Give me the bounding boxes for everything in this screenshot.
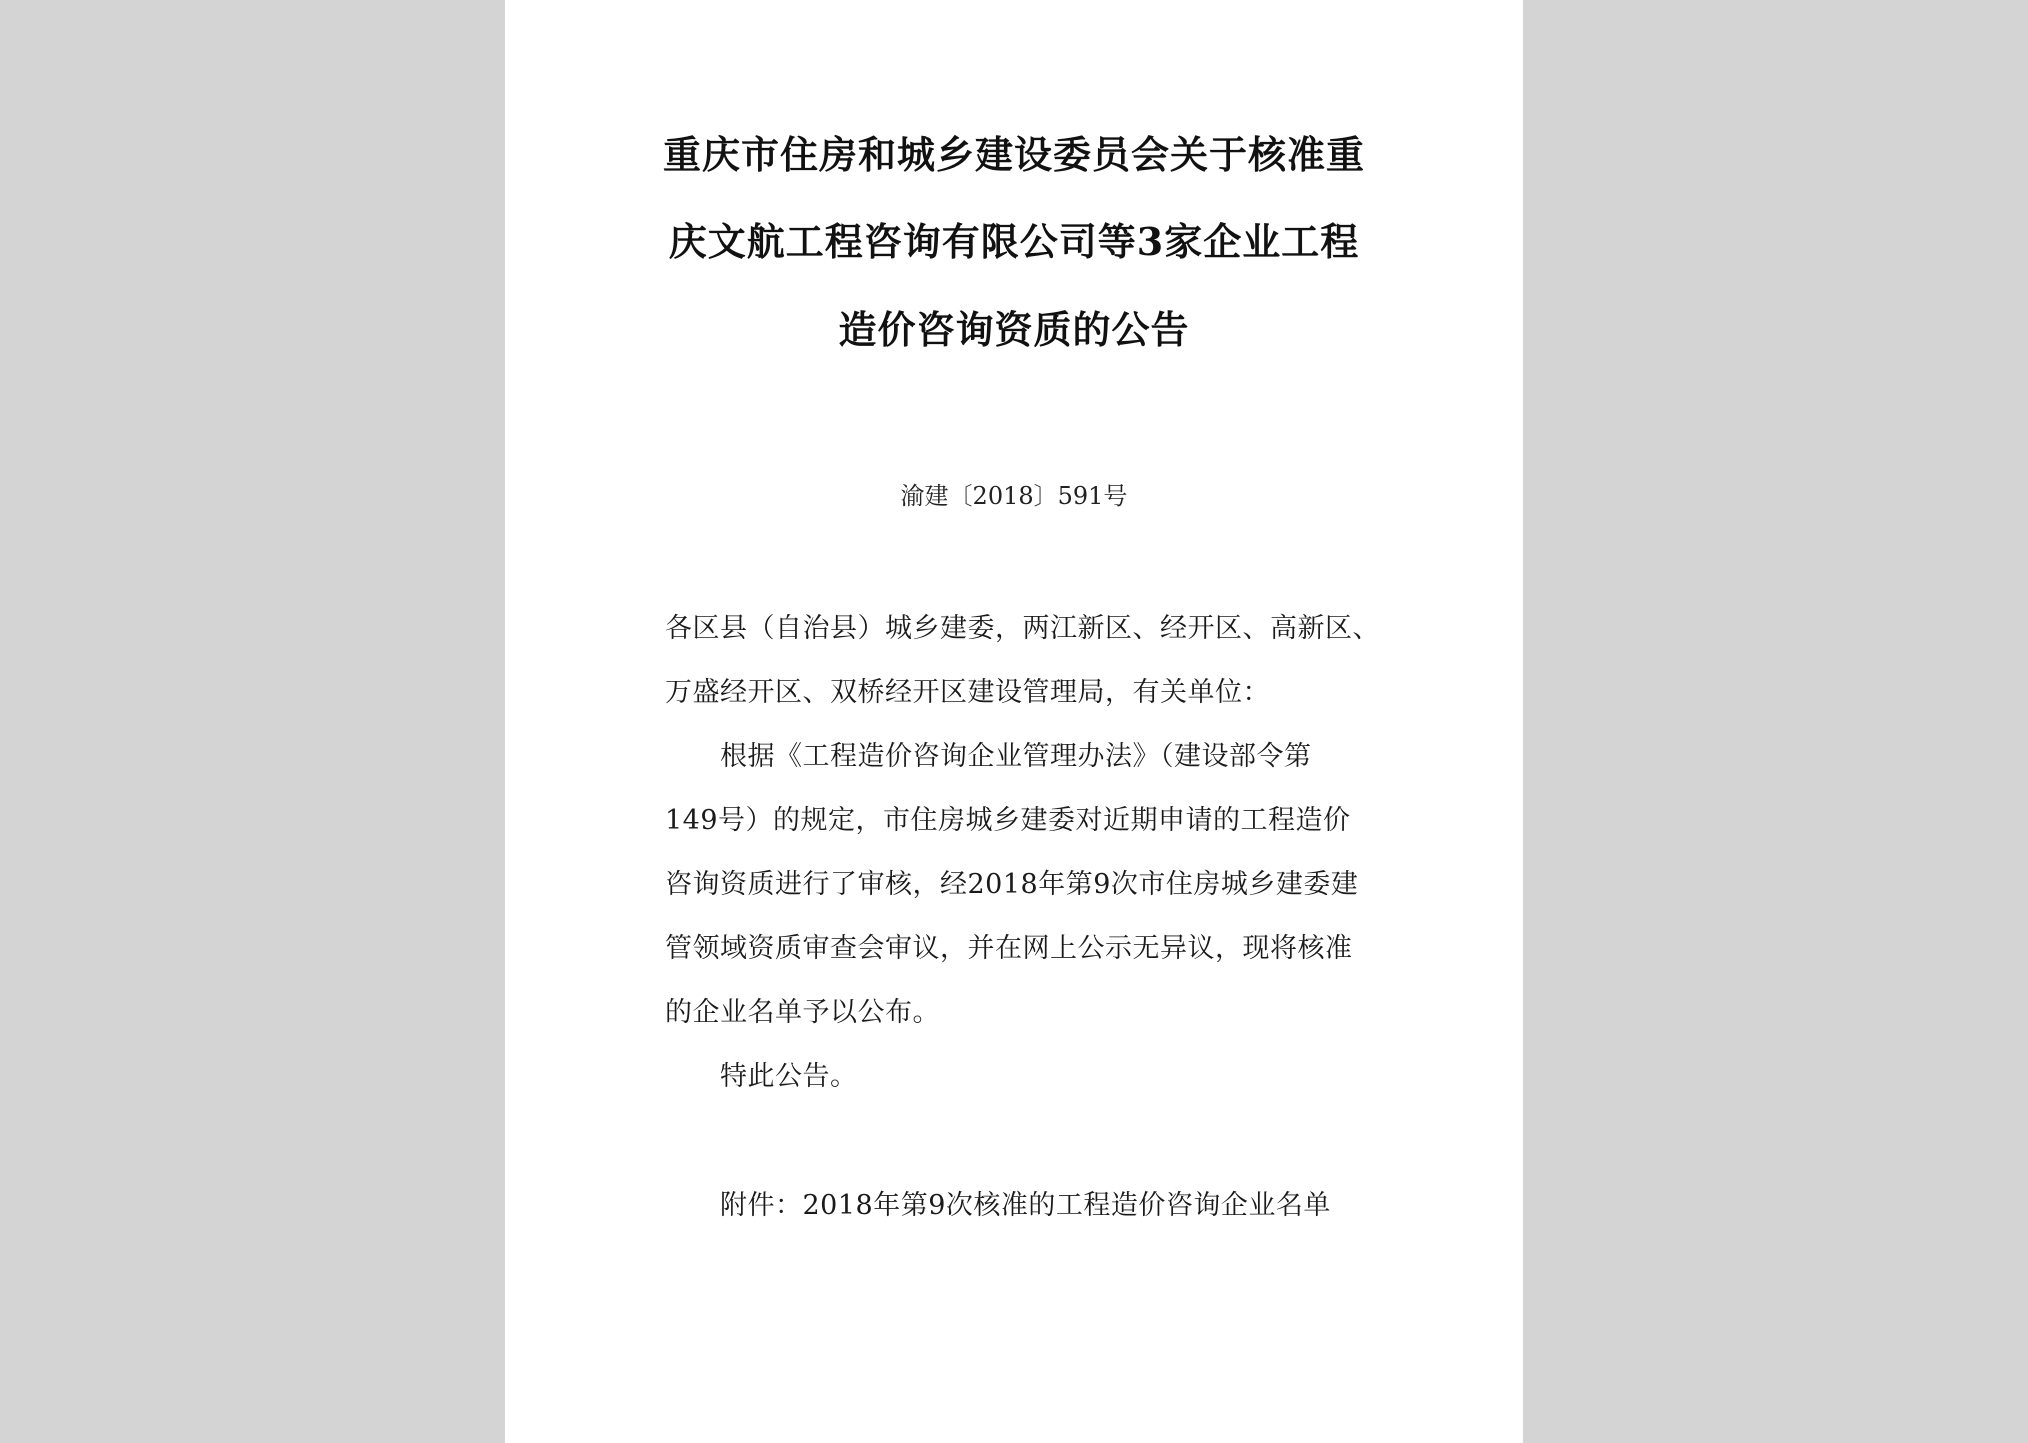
addressee-line-1: 各区县（自治县）城乡建委，两江新区、经开区、高新区、 [665,613,1380,644]
document-title-line-1: 重庆市住房和城乡建设委员会关于核准重 [662,132,1365,177]
body-line-4: 管领域资质审查会审议，并在网上公示无异议，现将核准 [665,933,1353,964]
document-title-line-2: 庆文航工程咨询有限公司等3家企业工程 [668,219,1360,264]
document-title-line-3: 造价咨询资质的公告 [838,307,1190,352]
body-line-2: 149号）的规定，市住房城乡建委对近期申请的工程造价 [665,805,1351,836]
document-number: 渝建〔2018〕591号 [900,482,1128,510]
attachment-line: 附件：2018年第9次核准的工程造价咨询企业名单 [720,1190,1331,1221]
document-page [505,0,1523,1443]
addressee-line-2: 万盛经开区、双桥经开区建设管理局，有关单位： [665,677,1270,708]
body-line-1: 根据《工程造价咨询企业管理办法》（建设部令第 [720,741,1312,772]
body-line-5: 的企业名单予以公布。 [665,997,940,1028]
body-line-3: 咨询资质进行了审核，经2018年第9次市住房城乡建委建 [665,869,1359,900]
closing-line: 特此公告。 [720,1061,858,1092]
